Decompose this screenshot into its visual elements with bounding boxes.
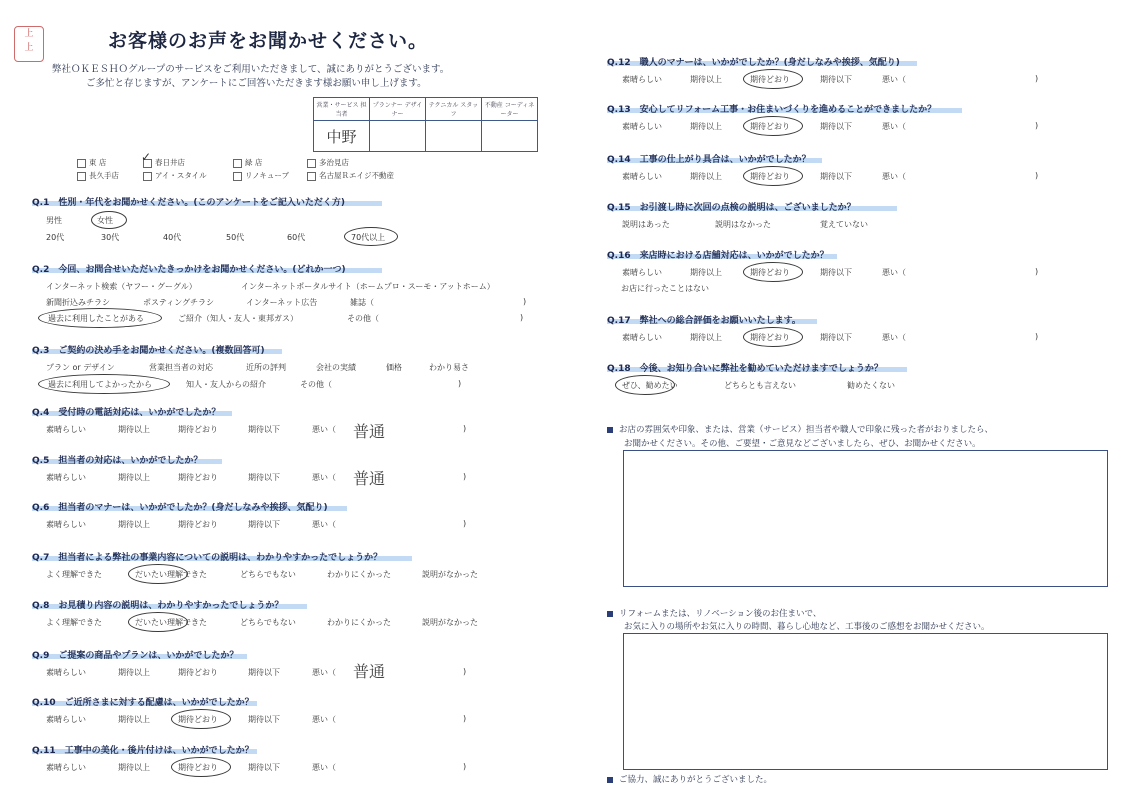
option[interactable]: ポスティングチラシ [143,298,215,307]
option[interactable]: 悪い（ [312,668,336,677]
option[interactable]: 会社の実績 [316,363,356,372]
option[interactable]: 悪い（ [312,715,336,724]
option[interactable]: よく理解できた [46,618,102,627]
option[interactable]: 期待以上 [118,520,150,529]
option: ) [520,313,524,322]
option[interactable]: 期待どおり [750,75,790,84]
option[interactable]: 期待以上 [690,268,722,277]
answer-circle [743,116,803,136]
option[interactable]: 期待どおり [178,520,218,529]
answer-circle [615,375,675,395]
square-bullet-icon [607,777,613,783]
option[interactable]: 素晴らしい [622,122,662,131]
option[interactable]: 50代 [226,233,245,242]
staff-header-planner: プランナー デザイナー [370,98,426,121]
option[interactable]: 期待以上 [118,473,150,482]
option[interactable]: ご紹介（知人・友人・東邦ガス） [178,314,298,323]
square-bullet-icon [607,427,613,433]
option[interactable]: 悪い（ [882,333,906,342]
option[interactable]: 近所の評判 [246,363,286,372]
checkbox-icon [77,172,86,181]
option[interactable]: 40代 [163,233,182,242]
option[interactable]: どちらでもない [240,570,296,579]
option[interactable]: インターネットポータルサイト（ホームプロ・スーモ・アットホーム） [241,282,495,291]
option[interactable]: 女性 [97,216,113,225]
option[interactable]: 知人・友人からの紹介 [186,380,266,389]
answer-circle [128,564,188,584]
question-q18: Q.18 今後、お知り合いに弊社を勧めていただけますでしょうか？ [607,364,883,374]
answer-circle [38,374,170,394]
option[interactable]: わかり易さ [429,363,469,372]
option[interactable]: 期待どおり [178,473,218,482]
answer-circle [743,327,803,347]
page-title: お客様のお声をお聞かせください。 [108,30,429,52]
option[interactable]: インターネット検索（ヤフー・グーグル） [46,282,197,291]
option[interactable]: 期待どおり [178,763,218,772]
option[interactable]: 覚えていない [820,220,868,229]
question-q17: Q.17 弊社への総合評価をお願いいたします。 [607,316,801,326]
option[interactable]: 価格 [386,363,402,372]
option[interactable]: 悪い（ [312,473,336,482]
checkbox-icon [307,172,316,181]
option[interactable]: 説明がなかった [422,570,478,579]
option: ) [463,762,467,771]
question-q11: Q.11 工事中の美化・後片付けは、いかがでしたか？ [32,746,254,756]
option[interactable]: 素晴らしい [46,763,86,772]
store-nagakute[interactable]: 長久手店 [77,170,119,181]
store-nagoya-r[interactable]: 名古屋Ｒエイジ不動産 [307,170,394,181]
option[interactable]: 期待以下 [820,333,852,342]
handwritten-q4: 普通 [353,422,386,441]
intro-line-1: 弊社ＯＫＥＳＨＯグループのサービスをご利用いただきまして、誠にありがとうございます。 [52,64,450,75]
option[interactable]: 期待どおり [178,425,218,434]
thanks-line: ご協力、誠にありがとうございました。 [607,773,772,785]
answer-circle [171,709,231,729]
option[interactable]: 素晴らしい [622,75,662,84]
comment1-line-2: お聞かせください。その他、ご要望・ご意見などございましたら、ぜひ、お聞かせください。 [624,439,981,449]
option[interactable]: 素晴らしい [622,268,662,277]
question-q7: Q.7 担当者による弊社の事業内容についての説明は、わかりやすかったでしょうか？ [32,553,383,563]
option[interactable]: 悪い（ [882,172,906,181]
option[interactable]: 期待以上 [118,668,150,677]
checkbox-icon [233,172,242,181]
option[interactable]: お店に行ったことはない [621,284,709,293]
option[interactable]: 70代以上 [351,233,386,242]
answer-circle [743,262,803,282]
answer-circle [91,211,127,229]
option[interactable]: 営業担当者の対応 [149,363,213,372]
store-istyle[interactable]: アイ・スタイル [143,170,207,181]
square-bullet-icon [607,611,613,617]
option[interactable]: 期待どおり [750,333,790,342]
staff-header-realestate: 不動産 コーディネーター [482,98,538,121]
question-q8: Q.8 お見積り内容の説明は、わかりやすかったでしょうか？ [32,601,284,611]
question-q1: Q.1 性別・年代をお聞かせください。(このアンケートをご記入いただく方) [32,198,346,208]
store-midori[interactable]: 緑 店 [233,157,262,168]
option[interactable]: 期待以上 [118,715,150,724]
option[interactable]: 素晴らしい [46,668,86,677]
staff-table [313,97,538,152]
staff-header-sales: 営業・サービス 担当者 [314,98,370,121]
option[interactable]: 期待以上 [690,172,722,181]
question-q6: Q.6 担当者のマナーは、いかがでしたか？(身だしなみや挨拶、気配り) [32,503,328,513]
option[interactable]: 20代 [46,233,65,242]
option[interactable]: 期待以下 [820,75,852,84]
option: ) [463,714,467,723]
answer-circle [128,612,188,632]
option[interactable]: 期待以下 [248,473,280,482]
option[interactable]: わかりにくかった [327,570,391,579]
option[interactable]: だいたい理解できた [135,570,207,579]
option[interactable]: 期待どおり [178,715,218,724]
option[interactable]: 素晴らしい [46,520,86,529]
question-q3: Q.3 ご契約の決め手をお聞かせください。(複数回答可) [32,346,265,356]
option[interactable]: 悪い（ [312,763,336,772]
comment-box-impressions[interactable] [623,450,1108,587]
option[interactable]: 素晴らしい [46,425,86,434]
answer-circle [344,227,398,246]
option[interactable]: 期待以下 [820,172,852,181]
store-kasugai[interactable]: 春日井店 [143,157,185,168]
question-q10: Q.10 ご近所さまに対する配慮は、いかがでしたか？ [32,698,254,708]
staff-value-planner[interactable] [370,121,426,152]
option[interactable]: 期待以上 [690,122,722,131]
option[interactable]: どちらとも言えない [724,381,796,390]
question-q2: Q.2 今回、お問合せいただいたきっかけをお聞かせください。(どれか一つ) [32,265,346,275]
option[interactable]: 素晴らしい [46,715,86,724]
option[interactable]: 期待以下 [820,268,852,277]
option[interactable]: 悪い（ [312,425,336,434]
staff-value-technical[interactable] [426,121,482,152]
question-q15: Q.15 お引渡し時に次回の点検の説明は、ございましたか？ [607,203,856,213]
option: ) [463,424,467,433]
option[interactable]: 悪い（ [882,75,906,84]
option[interactable]: 過去に利用してよかったから [48,380,152,389]
seal-stamp: 上 上 [14,26,44,62]
answer-circle [38,308,162,328]
question-q12: Q.12 職人のマナーは、いかがでしたか？(身だしなみや挨拶、気配り) [607,58,900,68]
answer-circle [743,69,803,89]
question-q9: Q.9 ご提案の商品やプランは、いかがでしたか？ [32,651,239,661]
option[interactable]: 60代 [287,233,306,242]
option: ) [463,472,467,481]
intro-line-2: ご多忙と存じますが、アンケートにご回答いただきます様お願い申し上げます。 [86,78,427,89]
option: ) [523,297,527,306]
option: ) [463,667,467,676]
staff-value-realestate[interactable] [482,121,538,152]
option[interactable]: 期待以上 [118,763,150,772]
option: ) [1035,74,1039,83]
option[interactable]: プラン or デザイン [46,363,115,372]
option: ) [463,519,467,528]
option[interactable]: 期待以下 [820,122,852,131]
staff-value-sales[interactable]: 中野 [314,121,370,152]
store-renocube[interactable]: リノキューブ [233,170,289,181]
option[interactable]: わかりにくかった [327,618,391,627]
option[interactable]: 期待どおり [750,172,790,181]
option[interactable]: 勧めたくない [847,381,895,390]
option[interactable]: 説明はあった [622,220,670,229]
comment2-line-2: お気に入りの場所やお気に入りの時間、暮らし心地など、工事後のご感想をお聞かせください。 [624,622,990,632]
option: ) [1035,267,1039,276]
option[interactable]: その他（ [300,380,332,389]
option[interactable]: 期待以上 [690,333,722,342]
option[interactable]: 男性 [46,216,62,225]
staff-header-technical: テクニカル スタッフ [426,98,482,121]
checkbox-icon [143,172,152,181]
handwritten-q5: 普通 [353,469,386,488]
checkbox-icon [77,159,86,168]
comment1-line-1: お店の雰囲気や印象、または、営業（サービス）担当者や職人で印象に残った者がおりましたら、 [607,423,993,435]
question-q13: Q.13 安心してリフォーム工事・お住まいづくりを進めることができましたか？ [607,105,937,115]
option[interactable]: 期待以下 [248,425,280,434]
option[interactable]: 悪い（ [882,122,906,131]
option[interactable]: ぜひ、勧めたい [622,381,678,390]
option[interactable]: 期待以下 [248,520,280,529]
option[interactable]: 30代 [101,233,120,242]
answer-circle [743,166,803,186]
option[interactable]: どちらでもない [240,618,296,627]
option[interactable]: 期待以下 [248,715,280,724]
option[interactable]: 悪い（ [312,520,336,529]
checkbox-icon [233,159,242,168]
option[interactable]: 素晴らしい [46,473,86,482]
option: ) [458,379,462,388]
option: ) [1035,121,1039,130]
option[interactable]: その他（ [347,314,379,323]
comment-box-after-construction[interactable] [623,633,1108,770]
store-east[interactable]: 東 店 [77,157,106,168]
option[interactable]: 期待以上 [118,425,150,434]
option: ) [1035,332,1039,341]
option[interactable]: 期待以下 [248,668,280,677]
option[interactable]: 期待どおり [750,122,790,131]
option[interactable]: 期待以上 [690,75,722,84]
answer-circle [171,757,231,777]
question-q14: Q.14 工事の仕上がり具合は、いかがでしたか？ [607,155,811,165]
question-q4: Q.4 受付時の電話対応は、いかがでしたか？ [32,408,221,418]
store-tajimi[interactable]: 多治見店 [307,157,349,168]
checkbox-icon [307,159,316,168]
option[interactable]: インターネット広告 [246,298,318,307]
option[interactable]: 悪い（ [882,268,906,277]
option[interactable]: よく理解できた [46,570,102,579]
option[interactable]: 説明がなかった [422,618,478,627]
question-q5: Q.5 担当者の対応は、いかがでしたか？ [32,456,203,466]
option[interactable]: 説明はなかった [715,220,771,229]
question-q16: Q.16 来店時における店舗対応は、いかがでしたか？ [607,251,829,261]
option[interactable]: 過去に利用したことがある [48,314,144,323]
option[interactable]: 雑誌（ [350,298,374,307]
handwritten-q9: 普通 [353,662,386,681]
option[interactable]: だいたい理解できた [135,618,207,627]
option[interactable]: 素晴らしい [622,172,662,181]
option[interactable]: 新聞折込みチラシ [46,298,110,307]
comment2-line-1: リフォームまたは、リノベーション後のお住まいで、 [607,607,821,619]
option: ) [1035,171,1039,180]
option[interactable]: 期待どおり [178,668,218,677]
check-mark-icon: ✓ [141,150,152,164]
option[interactable]: 期待どおり [750,268,790,277]
option[interactable]: 期待以下 [248,763,280,772]
option[interactable]: 素晴らしい [622,333,662,342]
